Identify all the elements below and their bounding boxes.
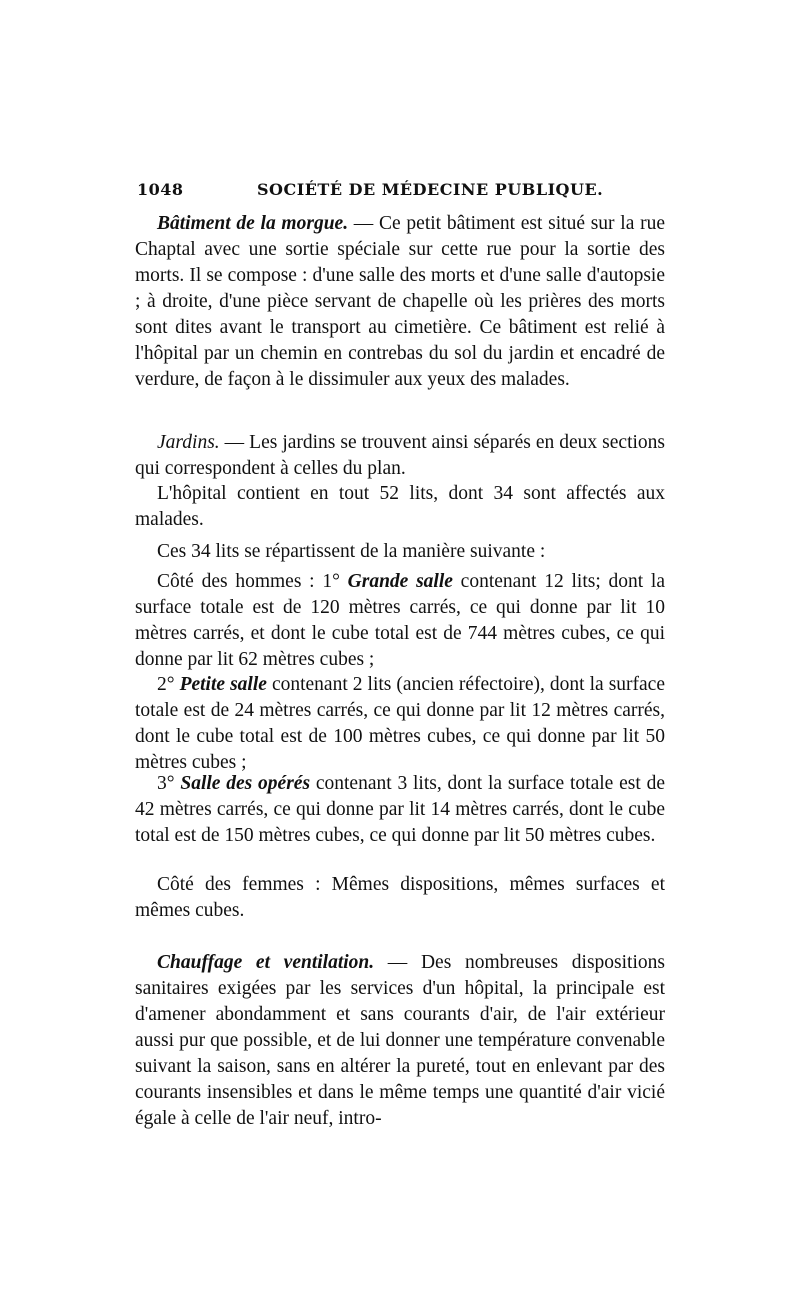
paragraph-lits-total: L'hôpital contient en tout 52 lits, dont 34 sont affectés aux malades. <box>135 483 665 530</box>
grande-salle-before: Côté des hommes : 1° <box>157 571 348 592</box>
paragraph-femmes: Côté des femmes : Mêmes dispositions, mêmes surfaces et mêmes cubes. <box>135 874 665 921</box>
salle-operes-after: contenant 3 lits, dont la surface totale est de 42 mètres carrés, ce qui donne par lit 14 mètres carrés, dont le cube total est de 150 mètres cubes, ce qui donne par lit 50 mètres cubes. <box>135 773 665 846</box>
running-title: SOCIÉTÉ DE MÉDECINE PUBLIQUE. <box>257 180 604 199</box>
paragraph-morgue-text: — Ce petit bâtiment est situé sur la rue Chaptal avec une sortie spéciale sur cette rue pour la sortie des morts. Il se compose : d'une salle des morts et d'une salle d'autopsie ; à droite, d'une pièce servant de chapelle où les prières des morts sont dites avant le transport au cimetière. Ce bâtiment est relié à l'hôpital par un chemin en contrebas du sol du jardin et encadré de verdure, de façon à le dissimuler aux yeux des malades. <box>135 213 665 390</box>
petite-salle-italic: Petite salle <box>179 674 267 695</box>
grande-salle-italic: Grande salle <box>347 571 453 592</box>
page-number: 1048 <box>137 180 184 199</box>
paragraph-repartition: Ces 34 lits se répartissent de la manière suivante : <box>157 541 546 562</box>
paragraph-chauffage-lead: Chauffage et ventilation. <box>157 952 375 973</box>
petite-salle-before: 2° <box>157 674 180 695</box>
paragraph-chauffage-text: — Des nombreuses dispositions sanitaires exigées par les services d'un hôpital, la principale est d'amener abondamment et sans courants d'air, de l'air extérieur aussi pur que possible, et de lui donner une température convenable suivant la saison, sans en altérer la pureté, tout en enlevant par des courants insensibles et dans le même temps une quantité d'air vicié égale à celle de l'air neuf, intro- <box>135 952 665 1129</box>
petite-salle-after: contenant 2 lits (ancien réfectoire), dont la surface totale est de 24 mètres carrés, ce qui donne par lit 12 mètres carrés, dont le cube total est de 100 mètres cubes, ce qui donne par lit 50 mètres cubes ; <box>135 674 665 773</box>
paragraph-jardins-lead: Jardins. <box>157 432 220 453</box>
paragraph-morgue-lead: Bâtiment de la morgue. <box>157 213 349 234</box>
salle-operes-italic: Salle des opérés <box>180 773 311 794</box>
paragraph-jardins-text: — Les jardins se trouvent ainsi séparés en deux sections qui correspondent à celles du plan. <box>135 432 665 479</box>
paragraph-grande-salle <box>135 569 665 673</box>
salle-operes-before: 3° <box>157 773 181 794</box>
paragraph-jardins <box>135 430 665 482</box>
paragraph-salle-operes <box>135 771 665 849</box>
paragraph-chauffage <box>135 950 665 1132</box>
grande-salle-after: contenant 12 lits; dont la surface totale est de 120 mètres carrés, ce qui donne par lit 10 mètres carrés, et dont le cube total est de 744 mètres cubes, ce qui donne par lit 62 mètres cubes ; <box>135 571 666 670</box>
paragraph-morgue <box>135 211 665 393</box>
paragraph-petite-salle <box>135 672 665 776</box>
